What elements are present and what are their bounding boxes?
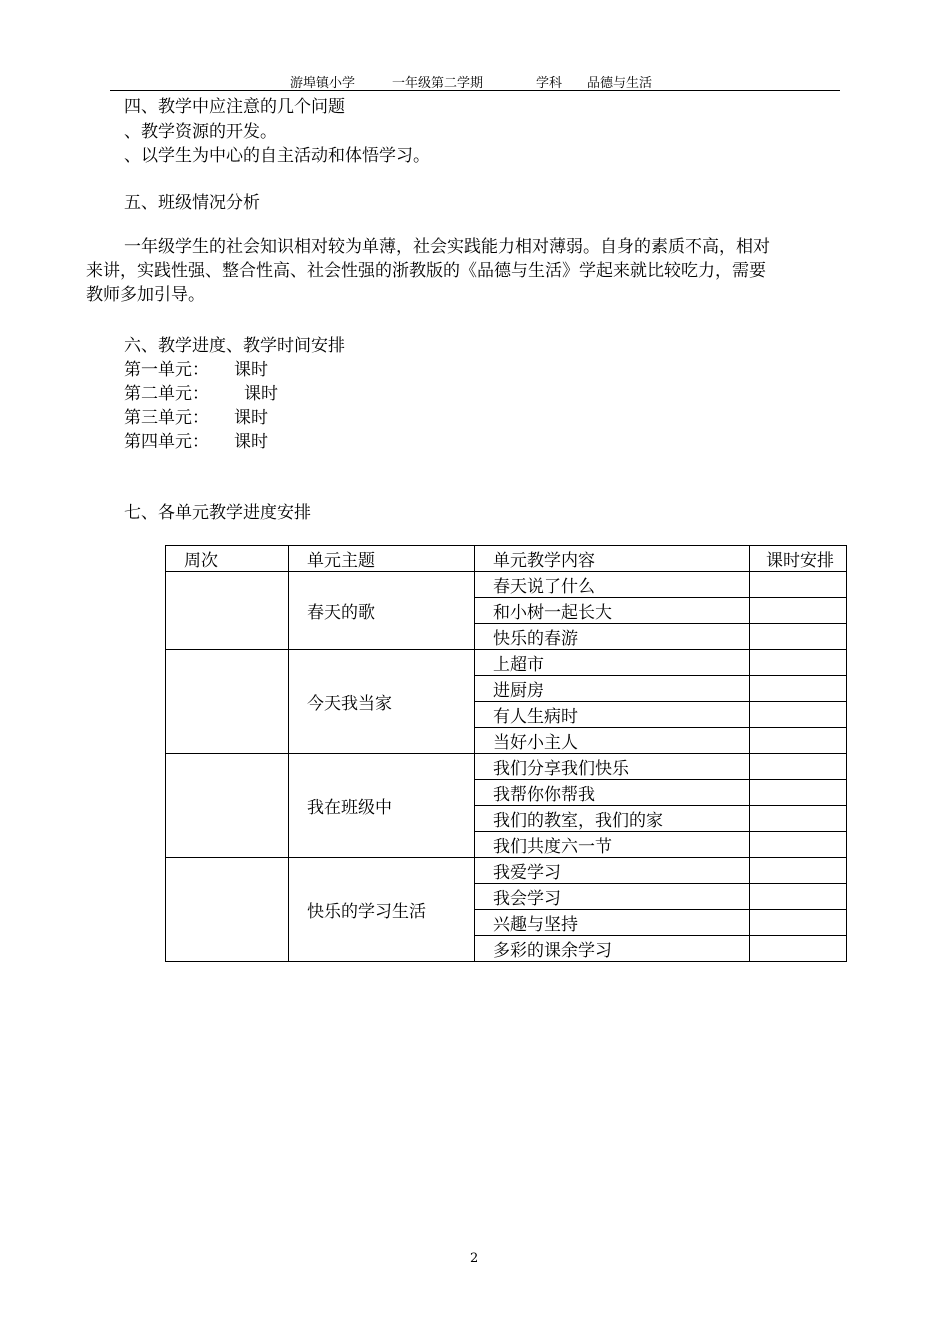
unit-3-hours: 课时 — [234, 408, 268, 428]
paragraph-line: 教师多加引导。 — [86, 285, 205, 305]
week-cell — [166, 858, 289, 962]
page-header — [110, 70, 840, 91]
content-cell: 多彩的课余学习 — [475, 936, 750, 962]
unit-2-label: 第二单元： — [124, 384, 209, 404]
content-cell: 上超市 — [475, 650, 750, 676]
week-cell — [166, 754, 289, 858]
section4-item-1: 、教学资源的开发。 — [124, 122, 277, 142]
content-cell: 兴趣与坚持 — [475, 910, 750, 936]
paragraph-line: 一年级学生的社会知识相对较为单薄，社会实践能力相对薄弱。自身的素质不高，相对 — [124, 237, 770, 257]
content-cell: 我爱学习 — [475, 858, 750, 884]
header-theme: 单元主题 — [289, 546, 475, 572]
header-school: 游埠镇小学 — [290, 76, 356, 91]
content-cell: 我们分享我们快乐 — [475, 754, 750, 780]
theme-cell: 春天的歌 — [289, 572, 475, 650]
unit-4-label: 第四单元： — [124, 432, 209, 452]
theme-cell: 我在班级中 — [289, 754, 475, 858]
section6-title: 六、教学进度、教学时间安排 — [124, 336, 345, 356]
table-header-row — [166, 546, 847, 572]
hours-cell — [750, 780, 847, 806]
hours-cell — [750, 910, 847, 936]
page-number: 2 — [470, 1251, 479, 1266]
table-row — [166, 650, 847, 676]
content-cell: 我们的教室，我们的家 — [475, 806, 750, 832]
header-content: 单元教学内容 — [475, 546, 750, 572]
section4-title: 四、教学中应注意的几个问题 — [124, 97, 345, 117]
hours-cell — [750, 702, 847, 728]
content-cell: 我帮你你帮我 — [475, 780, 750, 806]
hours-cell — [750, 884, 847, 910]
hours-cell — [750, 832, 847, 858]
hours-cell — [750, 676, 847, 702]
hours-cell — [750, 936, 847, 962]
table-row — [166, 572, 847, 598]
hours-cell — [750, 624, 847, 650]
hours-cell — [750, 858, 847, 884]
unit-1-hours: 课时 — [234, 360, 268, 380]
header-subject: 品德与生活 — [587, 76, 653, 91]
section5-paragraph — [86, 235, 861, 307]
header-hours: 课时安排 — [750, 546, 847, 572]
header-term: 一年级第二学期 — [392, 76, 484, 91]
week-cell — [166, 650, 289, 754]
hours-cell — [750, 754, 847, 780]
hours-cell — [750, 806, 847, 832]
unit-2-hours: 课时 — [244, 384, 278, 404]
header-week: 周次 — [166, 546, 289, 572]
table-row — [166, 858, 847, 884]
unit-3-label: 第三单元： — [124, 408, 209, 428]
content-cell: 当好小主人 — [475, 728, 750, 754]
hours-cell — [750, 572, 847, 598]
hours-cell — [750, 650, 847, 676]
content-cell: 快乐的春游 — [475, 624, 750, 650]
section7-title: 七、各单元教学进度安排 — [124, 503, 311, 523]
content-cell: 我会学习 — [475, 884, 750, 910]
content-cell: 进厨房 — [475, 676, 750, 702]
theme-cell: 快乐的学习生活 — [289, 858, 475, 962]
content-cell: 春天说了什么 — [475, 572, 750, 598]
header-subject-label: 学科 — [536, 76, 563, 91]
unit-4-hours: 课时 — [234, 432, 268, 452]
table-row — [166, 754, 847, 780]
paragraph-line: 来讲，实践性强、整合性高、社会性强的浙教版的《品德与生活》学起来就比较吃力，需要 — [86, 261, 766, 281]
section5-title: 五、班级情况分析 — [124, 193, 260, 213]
schedule-table — [165, 545, 847, 962]
week-cell — [166, 572, 289, 650]
theme-cell: 今天我当家 — [289, 650, 475, 754]
content-cell: 我们共度六一节 — [475, 832, 750, 858]
content-cell: 和小树一起长大 — [475, 598, 750, 624]
hours-cell — [750, 598, 847, 624]
unit-1-label: 第一单元： — [124, 360, 209, 380]
section4-item-2: 、以学生为中心的自主活动和体悟学习。 — [124, 146, 430, 166]
hours-cell — [750, 728, 847, 754]
content-cell: 有人生病时 — [475, 702, 750, 728]
